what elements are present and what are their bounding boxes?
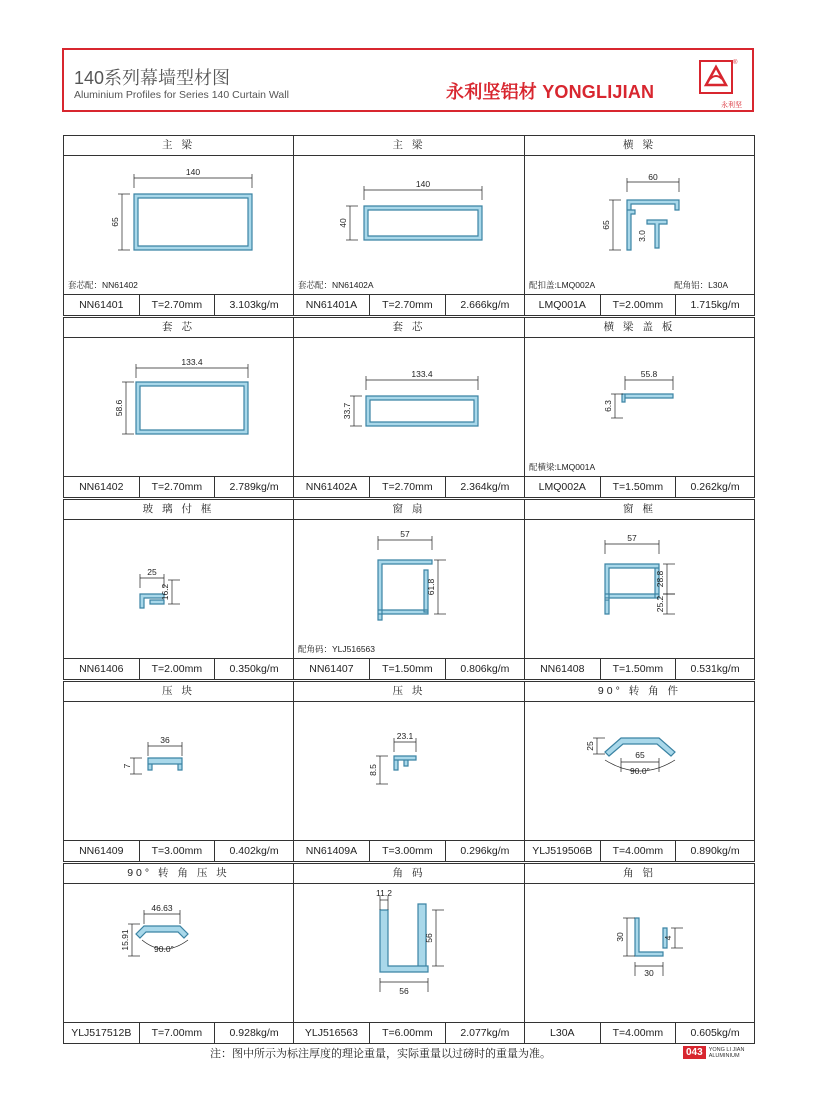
profile-title: 主 梁 [294,136,524,156]
profile-drawing [525,520,756,658]
dimension-label: 57 [400,529,410,539]
profile-weight: 0.296kg/m [460,845,510,857]
profile-weight: 2.364kg/m [460,481,510,493]
profile-code: NN61406 [64,659,140,679]
profile-spec-row [64,1022,293,1043]
profile-title: 套 芯 [294,318,524,338]
profile-title: 90° 转 角 压 块 [64,864,293,884]
profile-thickness: T=7.00mm [140,1023,216,1043]
profile-section [364,206,482,240]
profile-spec-row [294,1022,524,1043]
profile-weight: 2.077kg/m [460,1027,510,1039]
dimension-label: 15.91 [120,929,130,951]
dimension-label: 23.1 [396,731,414,741]
profile-weight: 0.531kg/m [690,663,740,675]
profile-title: 窗 框 [525,500,754,520]
profile-spec-row [294,476,524,497]
profile-weight: 0.605kg/m [690,1027,740,1039]
profile-row [63,135,755,316]
brand-logo-icon [696,57,738,103]
profile-thickness: T=1.50mm [601,477,677,497]
registered-mark: ® [733,60,738,66]
profile-title: 主 梁 [64,136,293,156]
profile-thickness: T=1.50mm [601,659,677,679]
profile-thickness: T=4.00mm [601,841,677,861]
profile-row [63,499,755,680]
profile-cell [524,681,755,862]
dimension-label: 28.8 [655,570,665,588]
profile-weight: 2.789kg/m [229,481,279,493]
page-brand [709,1047,745,1059]
dimension-label: 140 [415,179,431,189]
dimension-label: 56 [424,933,434,943]
profile-cell [524,499,755,680]
profile-spec-row [294,840,524,861]
profile-thickness: T=4.00mm [601,1023,677,1043]
dimension-label: 61.8 [426,578,436,596]
profile-thickness: T=2.70mm [140,477,216,497]
profile-section [148,758,182,770]
dimension-label: 40 [338,218,348,228]
profile-note: 配角码：YLJ516563 [298,644,376,654]
profile-section [622,394,673,402]
profile-weight: 1.715kg/m [690,299,740,311]
page-badge [683,1046,744,1059]
profile-note: 配横梁:LMQ001A [529,462,596,472]
profile-title: 横 梁 盖 板 [525,318,754,338]
profile-code: NN61409A [294,841,370,861]
profile-code: NN61402A [294,477,370,497]
profile-row [63,681,755,862]
page-header [62,48,754,112]
page-brand-line2: ALUMINIUM [708,1052,740,1059]
dimension-label: 6.3 [603,400,613,412]
dimension-label: 8.5 [368,764,378,776]
profile-drawing [525,156,756,294]
dimension-label: 30 [615,932,625,942]
dimension-label: 58.6 [114,399,124,417]
dimension-label: 4 [663,935,673,941]
profile-title: 角 码 [294,864,524,884]
profile-drawing [294,702,526,840]
logo-caption: 永利坚 [721,102,742,109]
profile-weight: 0.806kg/m [460,663,510,675]
profile-drawing [294,884,526,1022]
profile-spec-row [64,294,293,315]
dimension-label: 65 [635,750,645,760]
profile-section [136,926,188,938]
profile-title: 套 芯 [64,318,293,338]
profile-spec-row [525,658,754,679]
profile-drawing [525,338,756,476]
dimension-label: 33.7 [342,402,352,420]
profile-title: 90° 转 角 件 [525,682,754,702]
profile-weight: 2.666kg/m [460,299,510,311]
dimension-label: 56 [399,986,409,996]
profile-title: 角 铝 [525,864,754,884]
profile-section [136,382,248,434]
footnote: 注：图中所示为标注厚度的理论重量，实际重量以过磅时的重量为准。 [210,1048,551,1060]
profile-cell [293,499,525,680]
profile-spec-row [64,658,293,679]
profile-cell [63,681,294,862]
page-subtitle: Aluminium Profiles for Series 140 Curtain Wall [74,89,289,101]
dimension-label: 25 [585,741,595,751]
dimension-label: 46.63 [151,903,173,913]
profile-weight: 0.928kg/m [229,1027,279,1039]
brand-name: 永利坚铝材 YONGLIJIAN [446,82,655,102]
profile-code: NN61401A [294,295,370,315]
profile-section [378,560,432,620]
dimension-label: 65 [601,220,611,230]
profile-thickness: T=2.70mm [370,295,446,315]
profile-spec-row [525,294,754,315]
profile-cell [293,135,525,316]
profile-drawing [64,520,295,658]
profile-code: LMQ002A [525,477,601,497]
profile-spec-row [525,476,754,497]
dimension-label: 60 [648,172,658,182]
profile-code: NN61402 [64,477,140,497]
profile-section [134,194,252,250]
profile-code: NN61401 [64,295,140,315]
profile-spec-row [64,840,293,861]
profile-cell [63,135,294,316]
profile-note-secondary: 配角铝：L30A [674,280,728,290]
profile-section [380,904,428,972]
dimension-label: 140 [185,167,201,177]
profile-drawing [64,156,295,294]
profile-code: NN61407 [294,659,370,679]
profile-cell [524,863,755,1044]
profile-thickness: T=2.70mm [370,477,446,497]
profile-section [627,200,679,250]
dimension-label: 65 [110,217,120,227]
profile-spec-row [525,840,754,861]
profile-row [63,317,755,498]
profile-spec-row [64,476,293,497]
dimension-label: 25 [147,567,157,577]
profile-cell [63,499,294,680]
profile-cell [293,681,525,862]
dimension-label: 36 [160,735,170,745]
page-title: 140系列幕墙型材图 [74,68,231,88]
profile-thickness: T=6.00mm [370,1023,446,1043]
profile-drawing [294,338,526,476]
dimension-label: 57 [627,533,637,543]
dimension-label: 7 [122,763,132,769]
profile-cell [524,135,755,316]
profile-spec-row [294,658,524,679]
profile-code: L30A [525,1023,601,1043]
profile-thickness: T=3.00mm [370,841,446,861]
profile-thickness: T=2.70mm [140,295,216,315]
profile-weight: 0.350kg/m [229,663,279,675]
dimension-label: 133.4 [181,357,203,367]
profile-code: NN61408 [525,659,601,679]
profile-spec-row [294,294,524,315]
profile-cell [63,317,294,498]
profile-thickness: T=1.50mm [370,659,446,679]
profile-cell [524,317,755,498]
dimension-label: 25.2 [655,595,665,613]
profile-spec-row [525,1022,754,1043]
profile-note: 配扣盖:LMQ002A [529,280,596,290]
profile-title: 窗 扇 [294,500,524,520]
profile-drawing [64,702,295,840]
profile-code: LMQ001A [525,295,601,315]
profile-note: 套芯配：NN61402A [298,280,374,290]
dimension-label: 133.4 [411,369,433,379]
profile-weight: 0.262kg/m [690,481,740,493]
profile-cell [293,317,525,498]
dimension-label: 90.0° [154,944,174,954]
dimension-label: 55.8 [640,369,658,379]
dimension-label: 30 [644,968,654,978]
profile-code: YLJ516563 [294,1023,370,1043]
profile-weight: 0.402kg/m [229,845,279,857]
dimension-label: 11.2 [376,888,392,898]
profile-thickness: T=2.00mm [140,659,216,679]
profile-drawing [64,338,295,476]
profile-row [63,863,755,1044]
profile-title: 压 块 [64,682,293,702]
profile-drawing [294,520,526,658]
profile-drawing [294,156,526,294]
profile-note: 套芯配：NN61402 [68,280,138,290]
profile-thickness: T=3.00mm [140,841,216,861]
profile-cell [293,863,525,1044]
profile-section [366,396,478,426]
profile-drawing [64,884,295,1022]
dimension-label: 3.0 [637,230,647,242]
profile-weight: 3.103kg/m [229,299,279,311]
profile-weight: 0.890kg/m [690,845,740,857]
profile-section [394,756,416,770]
profile-cell [63,863,294,1044]
profile-drawing [525,702,756,840]
page-brand-line1: YONG LI JIAN [708,1046,745,1053]
profile-code: YLJ517512B [64,1023,140,1043]
profile-code: NN61409 [64,841,140,861]
profile-code: YLJ519506B [525,841,601,861]
profile-section [605,564,659,614]
profile-title: 压 块 [294,682,524,702]
profile-thickness: T=2.00mm [601,295,677,315]
profile-drawing [525,884,756,1022]
profile-title: 玻 璃 付 框 [64,500,293,520]
dimension-label: 90.0° [630,766,650,776]
dimension-label: 16.2 [160,583,170,601]
profile-title: 横 梁 [525,136,754,156]
page-number: 043 [683,1046,706,1059]
